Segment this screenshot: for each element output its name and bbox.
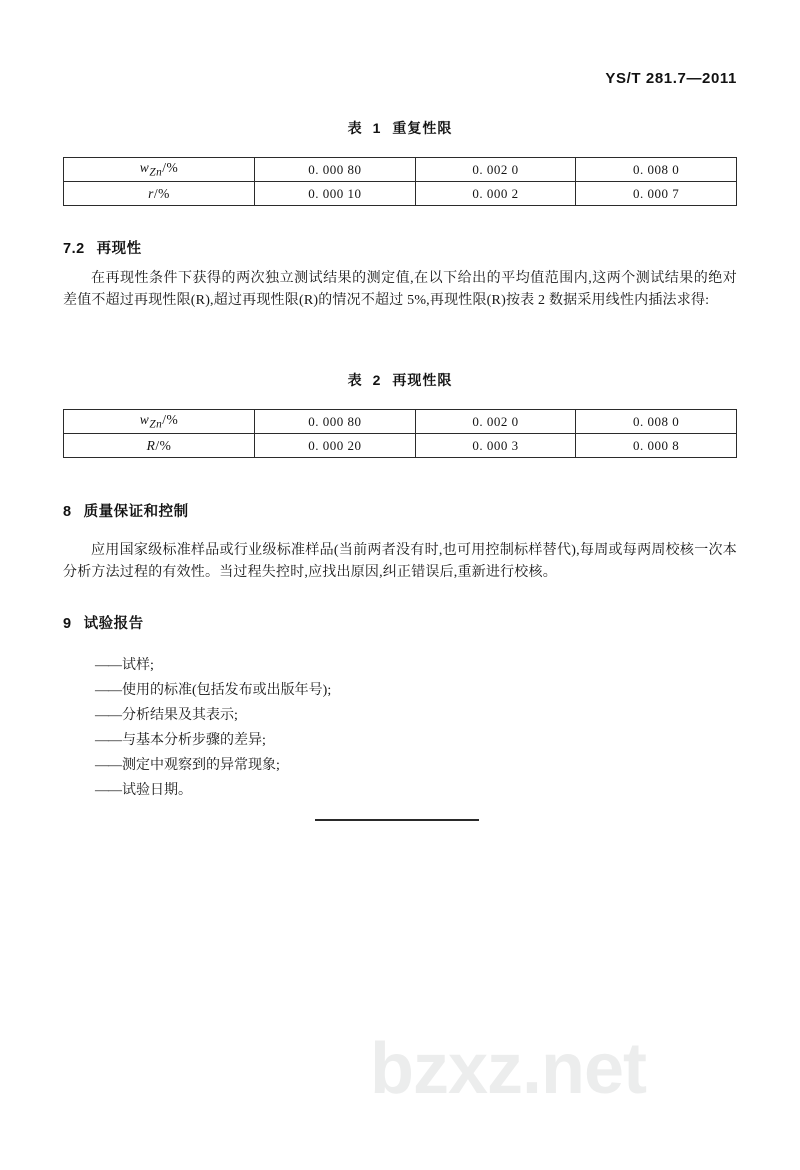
symbol-R: R bbox=[146, 437, 156, 453]
table1-caption-number: 1 bbox=[372, 120, 383, 136]
table2-row0-col1: 0. 000 80 bbox=[255, 410, 416, 434]
em-dash: —— bbox=[95, 658, 121, 673]
table2-row1-col3: 0. 000 8 bbox=[576, 434, 737, 458]
list-item bbox=[95, 678, 331, 703]
list-item-text: 测定中观察到的异常现象; bbox=[122, 758, 280, 773]
symbol-unit: /% bbox=[162, 412, 179, 428]
watermark-bzxz: bzxz.net bbox=[370, 1029, 647, 1109]
table-row bbox=[64, 410, 737, 434]
section-number: 7.2 bbox=[63, 241, 85, 257]
symbol-unit: /% bbox=[155, 437, 172, 453]
symbol-subscript: Zn bbox=[149, 418, 163, 431]
table1-row0-col1: 0. 000 80 bbox=[255, 158, 416, 182]
section-7-2-paragraph: 在再现性条件下获得的两次独立测试结果的测定值,在以下给出的平均值范围内,这两个测试结果的绝对差值不超过再现性限(R),超过再现性限(R)的情况不超过 5%,再现性限(R)按表 2 数据采用线性内插法求得: bbox=[63, 271, 737, 308]
section-heading-9 bbox=[63, 612, 144, 633]
em-dash: —— bbox=[95, 683, 121, 698]
table1-repeatability bbox=[63, 157, 737, 206]
section-8-paragraph: 应用国家级标准样品或行业级标准样品(当前两者没有时,也可用控制标样替代),每周或每两周校核一次本分析方法过程的有效性。当过程失控时,应找出原因,纠正错误后,重新进行校核。 bbox=[63, 543, 737, 580]
table-row bbox=[64, 182, 737, 206]
list-item bbox=[95, 703, 331, 728]
list-item-text: 试验日期。 bbox=[122, 783, 192, 798]
table1-row0-label bbox=[64, 158, 255, 182]
list-item bbox=[95, 778, 331, 803]
em-dash: —— bbox=[95, 733, 121, 748]
table2-caption-number: 2 bbox=[372, 372, 383, 388]
section-heading-8 bbox=[63, 500, 189, 521]
table2-caption bbox=[0, 370, 800, 390]
section-number: 8 bbox=[63, 504, 72, 520]
list-item-text: 使用的标准(包括发布或出版年号); bbox=[122, 683, 332, 698]
list-item bbox=[95, 728, 331, 753]
table2-row1-label bbox=[64, 434, 255, 458]
table1-caption bbox=[0, 118, 800, 138]
section-title: 试验报告 bbox=[83, 616, 144, 632]
symbol-w: w bbox=[139, 160, 150, 176]
list-item bbox=[95, 753, 331, 778]
table2-row1-col1: 0. 000 20 bbox=[255, 434, 416, 458]
table1-row1-col3: 0. 000 7 bbox=[576, 182, 737, 206]
table1-caption-label: 表 bbox=[347, 120, 363, 136]
symbol-w: w bbox=[139, 412, 150, 428]
table2-row0-col2: 0. 002 0 bbox=[415, 410, 576, 434]
table1-row0-col2: 0. 002 0 bbox=[415, 158, 576, 182]
table1-row1-col1: 0. 000 10 bbox=[255, 182, 416, 206]
list-item bbox=[95, 653, 331, 678]
symbol-r: r bbox=[148, 185, 154, 201]
section-title: 再现性 bbox=[96, 241, 142, 257]
table1-caption-title: 重复性限 bbox=[392, 120, 453, 136]
section-title: 质量保证和控制 bbox=[83, 504, 189, 520]
table2-row0-label bbox=[64, 410, 255, 434]
list-item-text: 试样; bbox=[122, 658, 154, 673]
table1-row1-col2: 0. 000 2 bbox=[415, 182, 576, 206]
table1-row1-label bbox=[64, 182, 255, 206]
em-dash: —— bbox=[95, 758, 121, 773]
end-of-document-rule bbox=[315, 819, 479, 821]
table2-row1-col2: 0. 000 3 bbox=[415, 434, 576, 458]
table2-caption-label: 表 bbox=[347, 372, 363, 388]
symbol-unit: /% bbox=[153, 185, 170, 201]
section-number: 9 bbox=[63, 616, 72, 632]
table-row bbox=[64, 434, 737, 458]
symbol-subscript: Zn bbox=[149, 166, 163, 179]
table2-caption-title: 再现性限 bbox=[392, 372, 453, 388]
test-report-item-list bbox=[95, 653, 331, 803]
table-row bbox=[64, 158, 737, 182]
table2-reproducibility bbox=[63, 409, 737, 458]
page-header-standard-number: YS/T 281.7—2011 bbox=[605, 70, 737, 87]
list-item-text: 分析结果及其表示; bbox=[122, 708, 238, 723]
table1-row0-col3: 0. 008 0 bbox=[576, 158, 737, 182]
list-item-text: 与基本分析步骤的差异; bbox=[122, 733, 266, 748]
section-heading-7-2 bbox=[63, 237, 142, 258]
em-dash: —— bbox=[95, 783, 121, 798]
symbol-unit: /% bbox=[162, 160, 179, 176]
em-dash: —— bbox=[95, 708, 121, 723]
table2-row0-col3: 0. 008 0 bbox=[576, 410, 737, 434]
